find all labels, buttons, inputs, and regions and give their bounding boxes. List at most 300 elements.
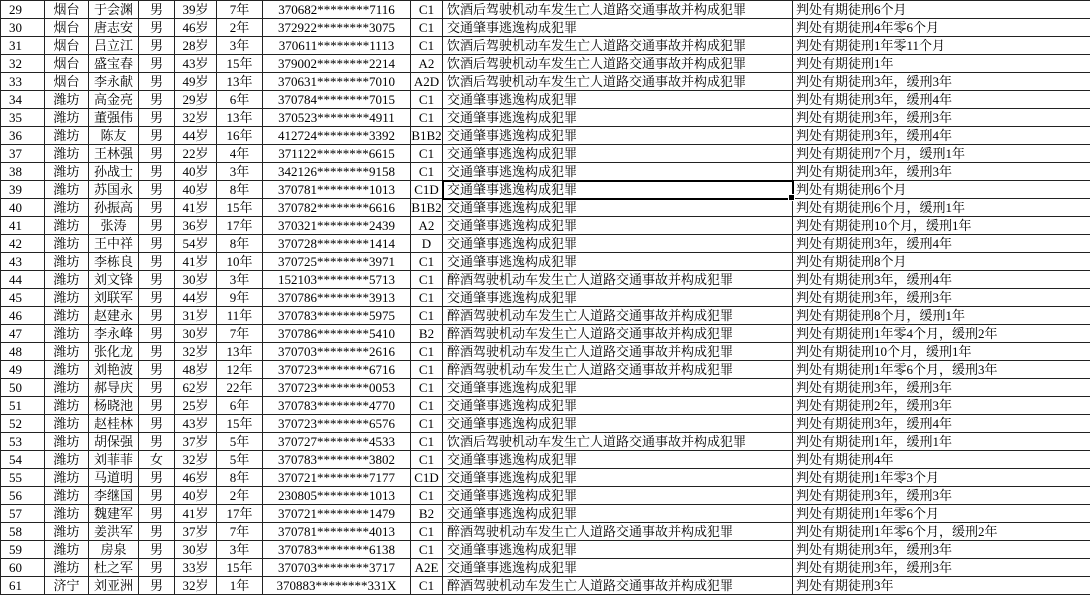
license-class-cell[interactable]: B2 — [411, 505, 443, 523]
offense-cell[interactable]: 交通肇事逃逸构成犯罪 — [443, 199, 793, 217]
license-class-cell[interactable]: C1 — [411, 19, 443, 37]
id-number-cell[interactable]: 370727********4533 — [263, 433, 411, 451]
driver-name-cell[interactable]: 赵桂林 — [89, 415, 139, 433]
row-number-cell[interactable]: 39 — [1, 181, 45, 199]
offense-cell[interactable]: 交通肇事逃逸构成犯罪 — [443, 145, 793, 163]
row-number-cell[interactable]: 50 — [1, 379, 45, 397]
sentence-cell[interactable]: 判处有期徒刑3年，缓刑4年 — [793, 127, 1090, 145]
driving-years-cell[interactable]: 5年 — [217, 451, 263, 469]
license-class-cell[interactable]: C1 — [411, 109, 443, 127]
driver-name-cell[interactable]: 李永献 — [89, 73, 139, 91]
gender-cell[interactable]: 男 — [139, 523, 175, 541]
id-number-cell[interactable]: 370725********3971 — [263, 253, 411, 271]
driver-name-cell[interactable]: 董强伟 — [89, 109, 139, 127]
id-number-cell[interactable]: 152103********5713 — [263, 271, 411, 289]
gender-cell[interactable]: 男 — [139, 307, 175, 325]
sentence-cell[interactable]: 判处有期徒刑3年，缓刑3年 — [793, 73, 1090, 91]
id-number-cell[interactable]: 370781********4013 — [263, 523, 411, 541]
sentence-cell[interactable]: 判处有期徒刑6个月 — [793, 181, 1090, 199]
license-class-cell[interactable]: C1 — [411, 1, 443, 19]
driving-years-cell[interactable]: 10年 — [217, 253, 263, 271]
city-cell[interactable]: 潍坊 — [45, 235, 89, 253]
id-number-cell[interactable]: 370781********1013 — [263, 181, 411, 199]
fill-handle[interactable] — [788, 194, 795, 201]
age-cell[interactable]: 48岁 — [175, 361, 217, 379]
id-number-cell[interactable]: 342126********9158 — [263, 163, 411, 181]
city-cell[interactable]: 潍坊 — [45, 127, 89, 145]
age-cell[interactable]: 46岁 — [175, 19, 217, 37]
sentence-cell[interactable]: 判处有期徒刑3年，缓刑4年 — [793, 91, 1090, 109]
driver-name-cell[interactable]: 唐志安 — [89, 19, 139, 37]
gender-cell[interactable]: 男 — [139, 505, 175, 523]
gender-cell[interactable]: 男 — [139, 433, 175, 451]
age-cell[interactable]: 28岁 — [175, 37, 217, 55]
driver-name-cell[interactable]: 盛宝春 — [89, 55, 139, 73]
city-cell[interactable]: 潍坊 — [45, 343, 89, 361]
row-number-cell[interactable]: 46 — [1, 307, 45, 325]
city-cell[interactable]: 潍坊 — [45, 109, 89, 127]
driving-years-cell[interactable]: 3年 — [217, 37, 263, 55]
age-cell[interactable]: 31岁 — [175, 307, 217, 325]
offense-cell[interactable]: 交通肇事逃逸构成犯罪 — [443, 217, 793, 235]
id-number-cell[interactable]: 230805********1013 — [263, 487, 411, 505]
city-cell[interactable]: 潍坊 — [45, 325, 89, 343]
driving-years-cell[interactable]: 22年 — [217, 379, 263, 397]
age-cell[interactable]: 44岁 — [175, 127, 217, 145]
age-cell[interactable]: 39岁 — [175, 1, 217, 19]
sentence-cell[interactable]: 判处有期徒刑1年零4个月，缓刑2年 — [793, 325, 1090, 343]
age-cell[interactable]: 37岁 — [175, 523, 217, 541]
row-number-cell[interactable]: 56 — [1, 487, 45, 505]
license-class-cell[interactable]: C1 — [411, 343, 443, 361]
gender-cell[interactable]: 男 — [139, 577, 175, 595]
offense-cell[interactable]: 交通肇事逃逸构成犯罪 — [443, 469, 793, 487]
driver-name-cell[interactable]: 姜洪军 — [89, 523, 139, 541]
driver-name-cell[interactable]: 杨晓池 — [89, 397, 139, 415]
driver-name-cell[interactable]: 陈友 — [89, 127, 139, 145]
gender-cell[interactable]: 男 — [139, 379, 175, 397]
sentence-cell[interactable]: 判处有期徒刑10个月，缓刑1年 — [793, 343, 1090, 361]
offense-cell[interactable]: 交通肇事逃逸构成犯罪 — [443, 397, 793, 415]
license-class-cell[interactable]: B2 — [411, 325, 443, 343]
city-cell[interactable]: 潍坊 — [45, 469, 89, 487]
gender-cell[interactable]: 男 — [139, 253, 175, 271]
sentence-cell[interactable]: 判处有期徒刑3年，缓刑3年 — [793, 289, 1090, 307]
row-number-cell[interactable]: 34 — [1, 91, 45, 109]
city-cell[interactable]: 烟台 — [45, 1, 89, 19]
city-cell[interactable]: 烟台 — [45, 37, 89, 55]
age-cell[interactable]: 33岁 — [175, 559, 217, 577]
sentence-cell[interactable]: 判处有期徒刑3年 — [793, 577, 1090, 595]
row-number-cell[interactable]: 42 — [1, 235, 45, 253]
id-number-cell[interactable]: 370721********1479 — [263, 505, 411, 523]
city-cell[interactable]: 潍坊 — [45, 289, 89, 307]
row-number-cell[interactable]: 43 — [1, 253, 45, 271]
id-number-cell[interactable]: 370784********7015 — [263, 91, 411, 109]
offense-cell[interactable]: 醉酒驾驶机动车发生亡人道路交通事故并构成犯罪 — [443, 361, 793, 379]
gender-cell[interactable]: 男 — [139, 1, 175, 19]
city-cell[interactable]: 潍坊 — [45, 199, 89, 217]
offense-cell[interactable]: 交通肇事逃逸构成犯罪 — [443, 91, 793, 109]
driver-name-cell[interactable]: 赵建永 — [89, 307, 139, 325]
id-number-cell[interactable]: 371122********6615 — [263, 145, 411, 163]
id-number-cell[interactable]: 370783********3802 — [263, 451, 411, 469]
offense-cell[interactable]: 交通肇事逃逸构成犯罪 — [443, 559, 793, 577]
driving-years-cell[interactable]: 6年 — [217, 397, 263, 415]
driver-name-cell[interactable]: 王林强 — [89, 145, 139, 163]
driver-name-cell[interactable]: 吕立江 — [89, 37, 139, 55]
sentence-cell[interactable]: 判处有期徒刑8个月，缓刑1年 — [793, 307, 1090, 325]
id-number-cell[interactable]: 370703********2616 — [263, 343, 411, 361]
license-class-cell[interactable]: B1B2 — [411, 200, 442, 215]
driving-years-cell[interactable]: 15年 — [217, 199, 263, 217]
gender-cell[interactable]: 男 — [139, 343, 175, 361]
driving-years-cell[interactable]: 11年 — [217, 307, 263, 325]
sentence-cell[interactable]: 判处有期徒刑3年，缓刑4年 — [793, 271, 1090, 289]
gender-cell[interactable]: 男 — [139, 55, 175, 73]
gender-cell[interactable]: 男 — [139, 271, 175, 289]
offense-cell[interactable]: 交通肇事逃逸构成犯罪 — [443, 109, 793, 127]
sentence-cell[interactable]: 判处有期徒刑1年 — [793, 55, 1090, 73]
driver-name-cell[interactable]: 刘艳波 — [89, 361, 139, 379]
sentence-cell[interactable]: 判处有期徒刑1年零6个月，缓刑2年 — [793, 523, 1090, 541]
id-number-cell[interactable]: 370723********6716 — [263, 361, 411, 379]
gender-cell[interactable]: 男 — [139, 109, 175, 127]
driving-years-cell[interactable]: 13年 — [217, 343, 263, 361]
city-cell[interactable]: 潍坊 — [45, 271, 89, 289]
id-number-cell[interactable]: 370682********7116 — [263, 1, 411, 19]
row-number-cell[interactable]: 61 — [1, 577, 45, 595]
license-class-cell[interactable]: C1 — [411, 145, 443, 163]
driving-years-cell[interactable]: 7年 — [217, 523, 263, 541]
gender-cell[interactable]: 男 — [139, 289, 175, 307]
gender-cell[interactable]: 男 — [139, 559, 175, 577]
age-cell[interactable]: 32岁 — [175, 343, 217, 361]
city-cell[interactable]: 潍坊 — [45, 163, 89, 181]
city-cell[interactable]: 潍坊 — [45, 433, 89, 451]
row-number-cell[interactable]: 52 — [1, 415, 45, 433]
age-cell[interactable]: 40岁 — [175, 181, 217, 199]
sentence-cell[interactable]: 判处有期徒刑3年，缓刑3年 — [793, 559, 1090, 577]
gender-cell[interactable]: 男 — [139, 181, 175, 199]
offense-cell[interactable]: 交通肇事逃逸构成犯罪 — [443, 253, 793, 271]
row-number-cell[interactable]: 59 — [1, 541, 45, 559]
driver-name-cell[interactable]: 刘菲菲 — [89, 451, 139, 469]
active-offense-cell[interactable] — [443, 181, 793, 199]
gender-cell[interactable]: 男 — [139, 487, 175, 505]
offense-cell[interactable]: 交通肇事逃逸构成犯罪 — [443, 235, 793, 253]
driver-name-cell[interactable]: 于会渊 — [89, 1, 139, 19]
gender-cell[interactable]: 男 — [139, 199, 175, 217]
row-number-cell[interactable]: 31 — [1, 37, 45, 55]
age-cell[interactable]: 41岁 — [175, 253, 217, 271]
driver-name-cell[interactable]: 李栋良 — [89, 253, 139, 271]
row-number-cell[interactable]: 35 — [1, 109, 45, 127]
gender-cell[interactable]: 男 — [139, 325, 175, 343]
row-number-cell[interactable]: 30 — [1, 19, 45, 37]
driver-name-cell[interactable]: 李继国 — [89, 487, 139, 505]
license-class-cell[interactable]: C1 — [411, 253, 443, 271]
id-number-cell[interactable]: 370611********1113 — [263, 37, 411, 55]
age-cell[interactable]: 37岁 — [175, 433, 217, 451]
row-number-cell[interactable]: 29 — [1, 1, 45, 19]
city-cell[interactable]: 烟台 — [45, 55, 89, 73]
row-number-cell[interactable]: 48 — [1, 343, 45, 361]
driving-years-cell[interactable]: 2年 — [217, 487, 263, 505]
offense-cell[interactable]: 饮酒后驾驶机动车发生亡人道路交通事故并构成犯罪 — [443, 73, 793, 91]
row-number-cell[interactable]: 57 — [1, 505, 45, 523]
row-number-cell[interactable]: 45 — [1, 289, 45, 307]
sentence-cell[interactable]: 判处有期徒刑4年零6个月 — [793, 19, 1090, 37]
sentence-cell[interactable]: 判处有期徒刑1年，缓刑1年 — [793, 433, 1090, 451]
driving-years-cell[interactable]: 3年 — [217, 541, 263, 559]
age-cell[interactable]: 32岁 — [175, 451, 217, 469]
offense-cell[interactable]: 醉酒驾驶机动车发生亡人道路交通事故并构成犯罪 — [443, 523, 793, 541]
license-class-cell[interactable]: A2D — [411, 73, 443, 91]
city-cell[interactable]: 潍坊 — [45, 541, 89, 559]
city-cell[interactable]: 潍坊 — [45, 523, 89, 541]
age-cell[interactable]: 36岁 — [175, 217, 217, 235]
driving-years-cell[interactable]: 5年 — [217, 433, 263, 451]
driving-years-cell[interactable]: 12年 — [217, 361, 263, 379]
sentence-cell[interactable]: 判处有期徒刑6个月，缓刑1年 — [793, 199, 1090, 217]
sentence-cell[interactable]: 判处有期徒刑3年，缓刑4年 — [793, 235, 1090, 253]
license-class-cell[interactable]: A2 — [411, 55, 443, 73]
row-number-cell[interactable]: 49 — [1, 361, 45, 379]
driving-years-cell[interactable]: 7年 — [217, 325, 263, 343]
offense-cell[interactable]: 交通肇事逃逸构成犯罪 — [443, 163, 793, 181]
city-cell[interactable]: 潍坊 — [45, 397, 89, 415]
sentence-cell[interactable]: 判处有期徒刑1年零6个月 — [793, 505, 1090, 523]
row-number-cell[interactable]: 58 — [1, 523, 45, 541]
offense-cell[interactable]: 醉酒驾驶机动车发生亡人道路交通事故并构成犯罪 — [443, 307, 793, 325]
sentence-cell[interactable]: 判处有期徒刑8个月 — [793, 253, 1090, 271]
sentence-cell[interactable]: 判处有期徒刑1年零6个月，缓刑3年 — [793, 361, 1090, 379]
offense-cell[interactable]: 交通肇事逃逸构成犯罪 — [443, 505, 793, 523]
id-number-cell[interactable]: 370723********6576 — [263, 415, 411, 433]
driver-name-cell[interactable]: 孙振高 — [89, 199, 139, 217]
gender-cell[interactable]: 男 — [139, 415, 175, 433]
driving-years-cell[interactable]: 6年 — [217, 91, 263, 109]
offense-cell[interactable]: 交通肇事逃逸构成犯罪 — [443, 451, 793, 469]
id-number-cell[interactable]: 370783********6138 — [263, 541, 411, 559]
city-cell[interactable]: 济宁 — [45, 577, 89, 595]
city-cell[interactable]: 烟台 — [45, 73, 89, 91]
row-number-cell[interactable]: 53 — [1, 433, 45, 451]
sentence-cell[interactable]: 判处有期徒刑3年，缓刑3年 — [793, 163, 1090, 181]
offense-cell[interactable]: 醉酒驾驶机动车发生亡人道路交通事故并构成犯罪 — [443, 577, 793, 595]
row-number-cell[interactable]: 41 — [1, 217, 45, 235]
driver-name-cell[interactable]: 张化龙 — [89, 343, 139, 361]
id-number-cell[interactable]: 370723********0053 — [263, 379, 411, 397]
age-cell[interactable]: 49岁 — [175, 73, 217, 91]
sentence-cell[interactable]: 判处有期徒刑6个月 — [793, 1, 1090, 19]
city-cell[interactable]: 潍坊 — [45, 217, 89, 235]
age-cell[interactable]: 62岁 — [175, 379, 217, 397]
gender-cell[interactable]: 男 — [139, 235, 175, 253]
license-class-cell[interactable]: C1 — [411, 577, 443, 595]
driver-name-cell[interactable]: 王中祥 — [89, 235, 139, 253]
id-number-cell[interactable]: 370631********7010 — [263, 73, 411, 91]
driving-years-cell[interactable]: 8年 — [217, 469, 263, 487]
offense-cell[interactable]: 饮酒后驾驶机动车发生亡人道路交通事故并构成犯罪 — [443, 433, 793, 451]
offense-cell[interactable]: 交通肇事逃逸构成犯罪 — [443, 379, 793, 397]
license-class-cell[interactable]: C1 — [411, 487, 443, 505]
city-cell[interactable]: 潍坊 — [45, 91, 89, 109]
row-number-cell[interactable]: 51 — [1, 397, 45, 415]
driver-name-cell[interactable]: 房泉 — [89, 541, 139, 559]
offense-cell[interactable]: 醉酒驾驶机动车发生亡人道路交通事故并构成犯罪 — [443, 325, 793, 343]
city-cell[interactable]: 潍坊 — [45, 559, 89, 577]
offense-cell[interactable]: 交通肇事逃逸构成犯罪 — [443, 415, 793, 433]
driving-years-cell[interactable]: 9年 — [217, 289, 263, 307]
city-cell[interactable]: 潍坊 — [45, 379, 89, 397]
row-number-cell[interactable]: 36 — [1, 127, 45, 145]
driver-name-cell[interactable]: 刘文锋 — [89, 271, 139, 289]
gender-cell[interactable]: 男 — [139, 469, 175, 487]
license-class-cell[interactable]: C1 — [411, 91, 443, 109]
gender-cell[interactable]: 女 — [139, 451, 175, 469]
id-number-cell[interactable]: 370321********2439 — [263, 217, 411, 235]
driving-years-cell[interactable]: 15年 — [217, 55, 263, 73]
offense-cell[interactable]: 醉酒驾驶机动车发生亡人道路交通事故并构成犯罪 — [443, 343, 793, 361]
sentence-cell[interactable]: 判处有期徒刑4年 — [793, 451, 1090, 469]
driving-years-cell[interactable]: 1年 — [217, 577, 263, 595]
license-class-cell[interactable]: C1 — [411, 415, 443, 433]
driving-years-cell[interactable]: 17年 — [217, 217, 263, 235]
gender-cell[interactable]: 男 — [139, 91, 175, 109]
license-class-cell[interactable]: A2 — [411, 217, 443, 235]
age-cell[interactable]: 30岁 — [175, 271, 217, 289]
row-number-cell[interactable]: 55 — [1, 469, 45, 487]
age-cell[interactable]: 41岁 — [175, 505, 217, 523]
age-cell[interactable]: 22岁 — [175, 145, 217, 163]
city-cell[interactable]: 潍坊 — [45, 181, 89, 199]
driving-years-cell[interactable]: 3年 — [217, 163, 263, 181]
license-class-cell[interactable]: C1 — [411, 271, 443, 289]
driver-name-cell[interactable]: 刘亚洲 — [89, 577, 139, 595]
driving-years-cell[interactable]: 17年 — [217, 505, 263, 523]
driver-name-cell[interactable]: 马道明 — [89, 469, 139, 487]
id-number-cell[interactable]: 370783********4770 — [263, 397, 411, 415]
city-cell[interactable]: 潍坊 — [45, 487, 89, 505]
driving-years-cell[interactable]: 8年 — [217, 181, 263, 199]
id-number-cell[interactable]: 370728********1414 — [263, 235, 411, 253]
license-class-cell[interactable]: A2E — [411, 559, 443, 577]
license-class-cell[interactable]: C1 — [411, 541, 443, 559]
license-class-cell[interactable]: C1 — [411, 451, 443, 469]
driving-years-cell[interactable]: 13年 — [217, 109, 263, 127]
age-cell[interactable]: 29岁 — [175, 91, 217, 109]
license-class-cell[interactable]: C1 — [411, 433, 443, 451]
sentence-cell[interactable]: 判处有期徒刑10个月，缓刑1年 — [793, 217, 1090, 235]
gender-cell[interactable]: 男 — [139, 127, 175, 145]
city-cell[interactable]: 潍坊 — [45, 505, 89, 523]
driver-name-cell[interactable]: 孙战士 — [89, 163, 139, 181]
driver-name-cell[interactable]: 魏建军 — [89, 505, 139, 523]
row-number-cell[interactable]: 44 — [1, 271, 45, 289]
sentence-cell[interactable]: 判处有期徒刑2年，缓刑3年 — [793, 397, 1090, 415]
city-cell[interactable]: 潍坊 — [45, 361, 89, 379]
row-number-cell[interactable]: 37 — [1, 145, 45, 163]
age-cell[interactable]: 46岁 — [175, 469, 217, 487]
gender-cell[interactable]: 男 — [139, 541, 175, 559]
driving-years-cell[interactable]: 13年 — [217, 73, 263, 91]
row-number-cell[interactable]: 47 — [1, 325, 45, 343]
id-number-cell[interactable]: 379002********2214 — [263, 55, 411, 73]
driving-years-cell[interactable]: 4年 — [217, 145, 263, 163]
sentence-cell[interactable]: 判处有期徒刑3年，缓刑3年 — [793, 541, 1090, 559]
age-cell[interactable]: 41岁 — [175, 199, 217, 217]
city-cell[interactable]: 烟台 — [45, 19, 89, 37]
sentence-cell[interactable]: 判处有期徒刑3年，缓刑3年 — [793, 379, 1090, 397]
id-number-cell[interactable]: 370523********4911 — [263, 109, 411, 127]
age-cell[interactable]: 54岁 — [175, 235, 217, 253]
age-cell[interactable]: 44岁 — [175, 289, 217, 307]
driving-years-cell[interactable]: 16年 — [217, 127, 263, 145]
row-number-cell[interactable]: 40 — [1, 199, 45, 217]
license-class-cell[interactable]: C1 — [411, 37, 443, 55]
row-number-cell[interactable]: 33 — [1, 73, 45, 91]
driver-name-cell[interactable]: 苏国永 — [89, 181, 139, 199]
sentence-cell[interactable]: 判处有期徒刑3年，缓刑3年 — [793, 109, 1090, 127]
driving-years-cell[interactable]: 15年 — [217, 415, 263, 433]
offense-cell[interactable]: 交通肇事逃逸构成犯罪 — [443, 289, 793, 307]
driver-name-cell[interactable]: 张涛 — [89, 217, 139, 235]
driving-years-cell[interactable]: 15年 — [217, 559, 263, 577]
age-cell[interactable]: 40岁 — [175, 163, 217, 181]
gender-cell[interactable]: 男 — [139, 19, 175, 37]
driver-name-cell[interactable]: 杜之军 — [89, 559, 139, 577]
id-number-cell[interactable]: 370721********7177 — [263, 469, 411, 487]
license-class-cell[interactable]: B1B2 — [411, 128, 442, 143]
city-cell[interactable]: 潍坊 — [45, 307, 89, 325]
id-number-cell[interactable]: 370782********6616 — [263, 199, 411, 217]
driver-name-cell[interactable]: 刘联军 — [89, 289, 139, 307]
driving-years-cell[interactable]: 3年 — [217, 271, 263, 289]
age-cell[interactable]: 30岁 — [175, 325, 217, 343]
license-class-cell[interactable]: C1 — [411, 523, 443, 541]
driving-years-cell[interactable]: 2年 — [217, 19, 263, 37]
id-number-cell[interactable]: 412724********3392 — [263, 127, 411, 145]
row-number-cell[interactable]: 54 — [1, 451, 45, 469]
sentence-cell[interactable]: 判处有期徒刑3年，缓刑4年 — [793, 415, 1090, 433]
driver-name-cell[interactable]: 高金亮 — [89, 91, 139, 109]
license-class-cell[interactable]: C1 — [411, 379, 443, 397]
row-number-cell[interactable]: 60 — [1, 559, 45, 577]
age-cell[interactable]: 25岁 — [175, 397, 217, 415]
id-number-cell[interactable]: 372922********3075 — [263, 19, 411, 37]
offense-cell[interactable]: 饮酒后驾驶机动车发生亡人道路交通事故并构成犯罪 — [443, 1, 793, 19]
sentence-cell[interactable]: 判处有期徒刑1年零3个月 — [793, 469, 1090, 487]
driver-name-cell[interactable]: 郝导庆 — [89, 379, 139, 397]
license-class-cell[interactable]: C1 — [411, 163, 443, 181]
id-number-cell[interactable]: 370786********5410 — [263, 325, 411, 343]
city-cell[interactable]: 潍坊 — [45, 415, 89, 433]
offense-cell[interactable]: 醉酒驾驶机动车发生亡人道路交通事故并构成犯罪 — [443, 271, 793, 289]
driver-name-cell[interactable]: 李永峰 — [89, 325, 139, 343]
driving-years-cell[interactable]: 7年 — [217, 1, 263, 19]
gender-cell[interactable]: 男 — [139, 73, 175, 91]
id-number-cell[interactable]: 370786********3913 — [263, 289, 411, 307]
row-number-cell[interactable]: 32 — [1, 55, 45, 73]
offense-cell[interactable]: 交通肇事逃逸构成犯罪 — [443, 127, 793, 145]
license-class-cell[interactable]: C1 — [411, 397, 443, 415]
license-class-cell[interactable]: C1 — [411, 361, 443, 379]
age-cell[interactable]: 43岁 — [175, 55, 217, 73]
gender-cell[interactable]: 男 — [139, 37, 175, 55]
age-cell[interactable]: 43岁 — [175, 415, 217, 433]
